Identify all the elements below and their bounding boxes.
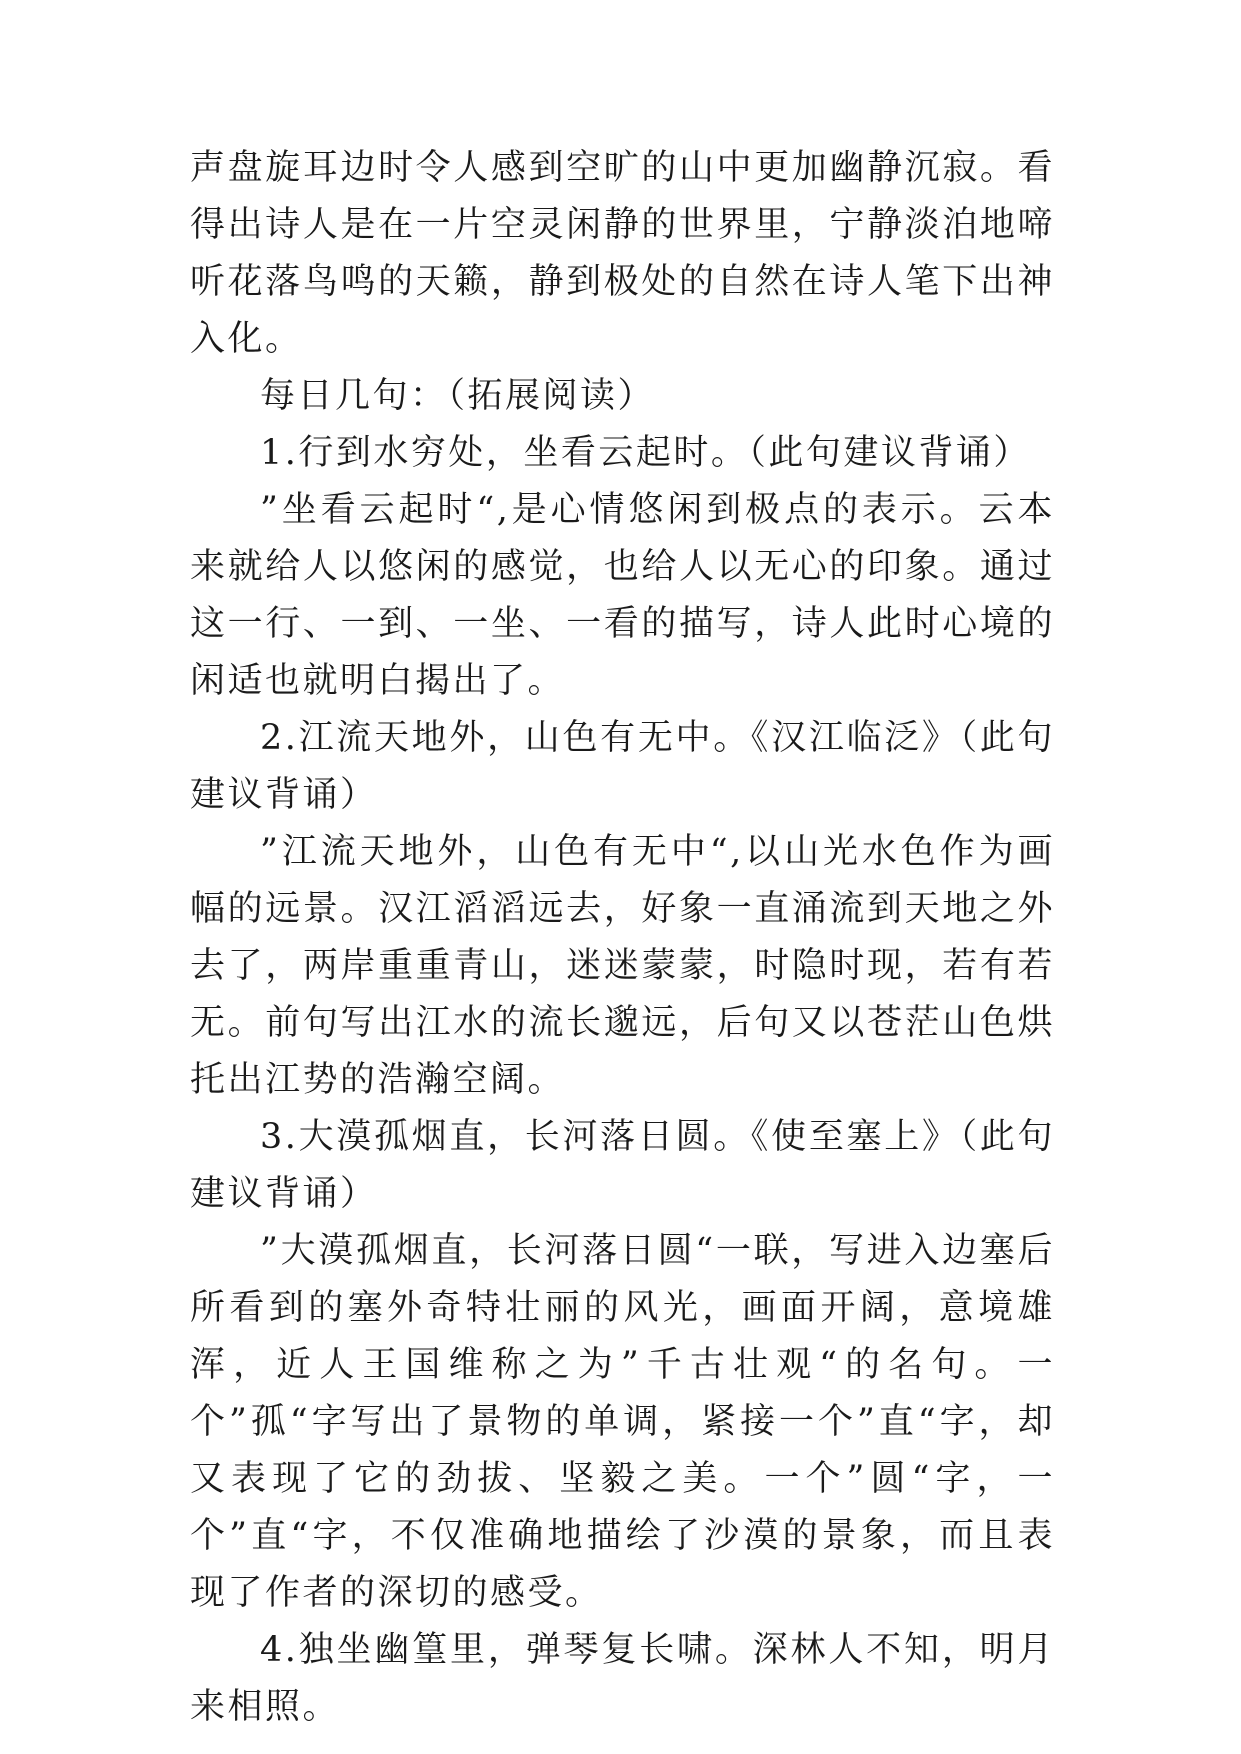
- quote-item-3: 3.大漠孤烟直，长河落日圆。《使至塞上》（此句建议背诵）: [190, 1117, 1055, 1214]
- section-heading-daily-lines: 每日几句：（拓展阅读）: [260, 376, 656, 416]
- quote-item-1: 1.行到水穷处，坐看云起时。（此句建议背诵）: [260, 433, 1031, 473]
- quote-explanation-2: ”江流天地外，山色有无中“,以山光水色作为画幅的远景。汉江滔滔远去，好象一直涌流到天地之外去了，两岸重重青山，迷迷蒙蒙，时隐时现，若有若无。前句写出江水的流长邈远，后句又以苍茫山色烘托出江势的浩瀚空阔。: [190, 832, 1055, 1100]
- quote-item-4: 4.独坐幽篁里，弹琴复长啸。深林人不知，明月来相照。: [190, 1630, 1055, 1727]
- paragraph-continuation: 声盘旋耳边时令人感到空旷的山中更加幽静沉寂。看得出诗人是在一片空灵闲静的世界里，宁静淡泊地啼听花落鸟鸣的天籁，静到极处的自然在诗人笔下出神入化。: [190, 148, 1055, 359]
- quote-item-2: 2.江流天地外，山色有无中。《汉江临泛》（此句建议背诵）: [190, 718, 1055, 815]
- quote-explanation-1: ”坐看云起时“,是心情悠闲到极点的表示。云本来就给人以悠闲的感觉，也给人以无心的印象。通过这一行、一到、一坐、一看的描写，诗人此时心境的闲适也就明白揭出了。: [190, 490, 1055, 701]
- quote-explanation-3: ”大漠孤烟直，长河落日圆“一联，写进入边塞后所看到的塞外奇特壮丽的风光，画面开阔，意境雄浑，近人王国维称之为”千古壮观“的名句。一个”孤“字写出了景物的单调，紧接一个”直“字，却又表现了它的劲拔、坚毅之美。一个”圆“字，一个”直“字，不仅准确地描绘了沙漠的景象，而且表现了作者的深切的感受。: [190, 1231, 1055, 1613]
- document-page: [190, 140, 1055, 1736]
